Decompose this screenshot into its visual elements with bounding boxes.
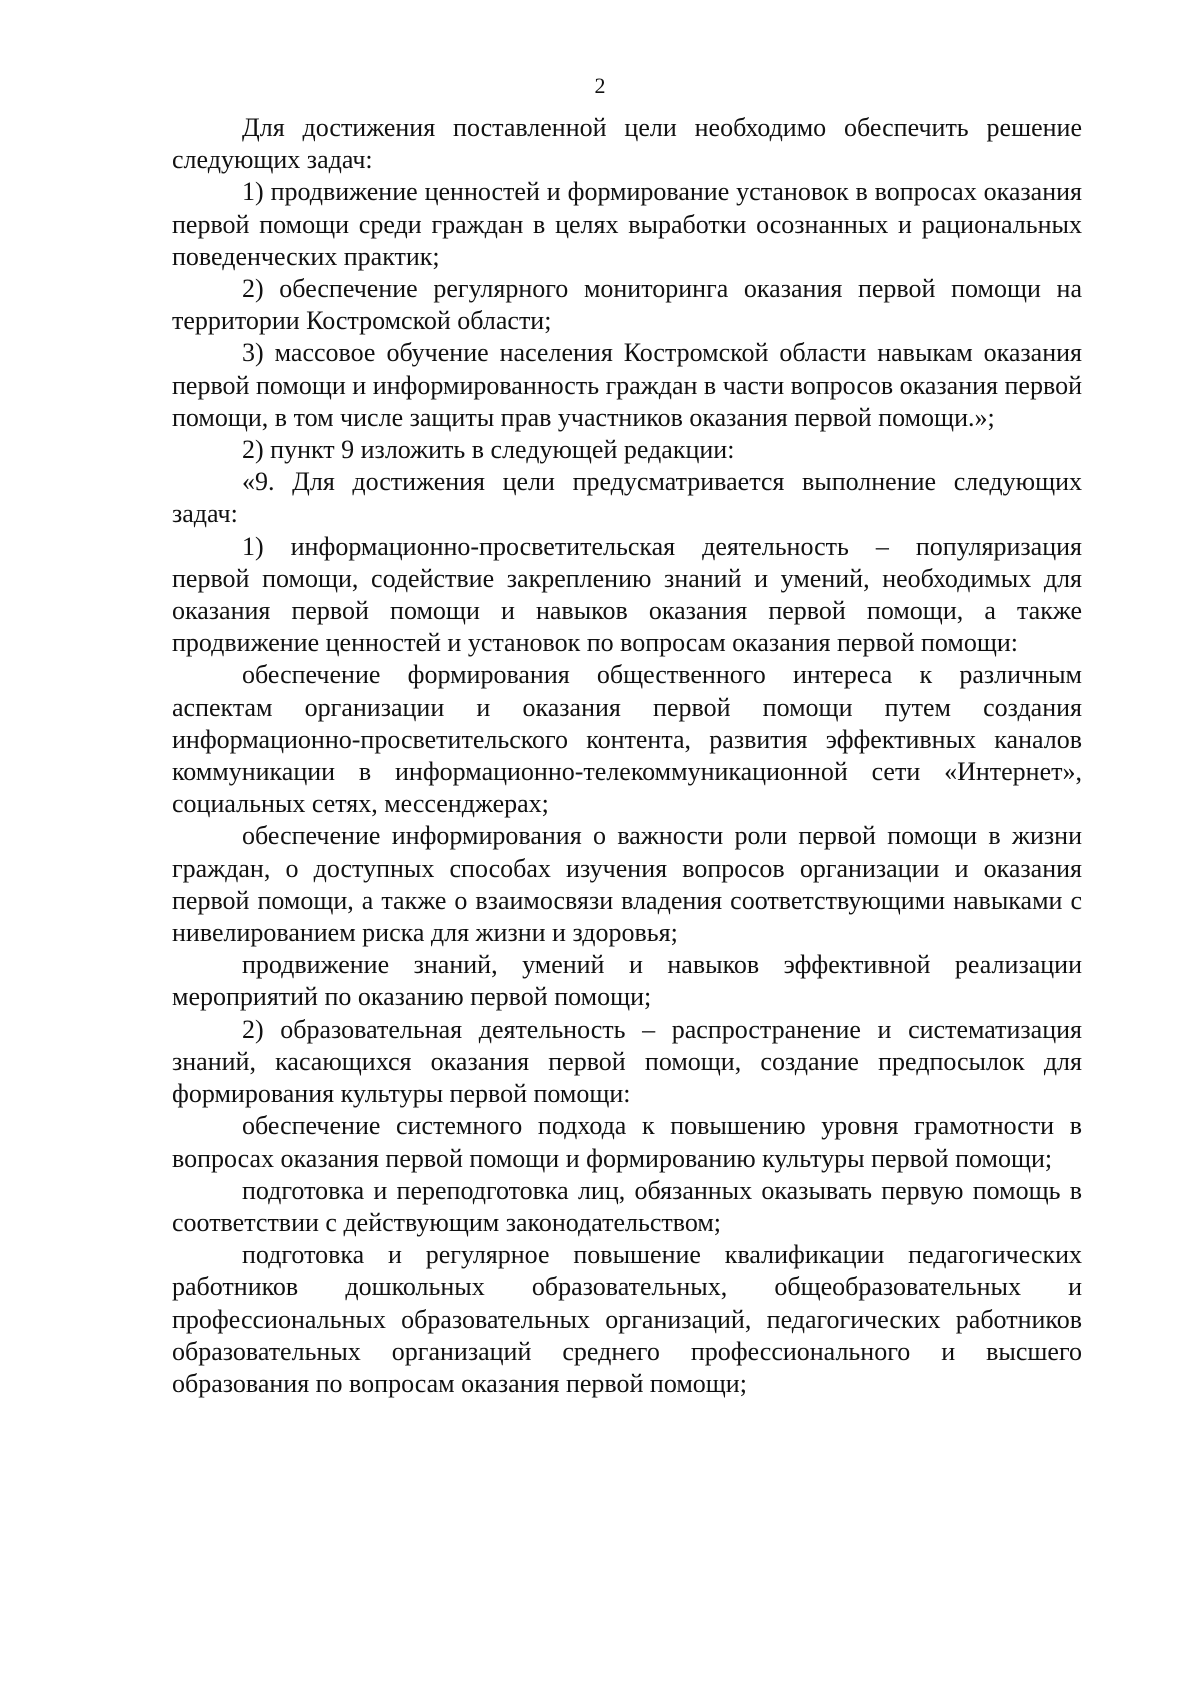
page-number: 2	[594, 73, 606, 98]
paragraph-activity-1-c: продвижение знаний, умений и навыков эффективной реализации мероприятий по оказанию первой помощи;	[172, 950, 1082, 1012]
paragraph-activity-2-b: подготовка и переподготовка лиц, обязанных оказывать первую помощь в соответствии с действующим законодательством;	[172, 1175, 1082, 1237]
paragraph-task-1: 1) продвижение ценностей и формирование установок в вопросах оказания первой помощи среди граждан в целях выработки осознанных и рациональных поведенческих практик;	[172, 177, 1082, 271]
paragraph-activity-2-a: обеспечение системного подхода к повышению уровня грамотности в вопросах оказания первой помощи и формированию культуры первой помощи;	[172, 1111, 1082, 1173]
paragraph-activity-2: 2) образовательная деятельность – распространение и систематизация знаний, касающихся оказания первой помощи, создание предпосылок для формирования культуры первой помощи:	[172, 1014, 1082, 1109]
paragraph-activity-1: 1) информационно-просветительская деятельность – популяризация первой помощи, содействие закреплению знаний и умений, необходимых для оказания первой помощи и навыков оказания первой помощи, а также продвижение ценностей и установок по вопросам оказания первой помощи:	[172, 531, 1082, 658]
paragraph-activity-1-b: обеспечение информирования о важности роли первой помощи в жизни граждан, о доступных способах изучения вопросов организации и оказания первой помощи, а также о взаимосвязи владения соответствующими навыками с нивелированием риска для жизни и здоровья;	[172, 821, 1082, 948]
paragraph-amendment: 2) пункт 9 изложить в следующей редакции:	[242, 435, 735, 465]
paragraph-activity-1-a: обеспечение формирования общественного интереса к различным аспектам организации и оказания первой помощи путем создания информационно-просветительского контента, развития эффективных каналов коммуникации в информационно-телекоммуникационной сети «Интернет», социальных сетях, мессенджерах;	[172, 660, 1082, 819]
paragraph-item-9: «9. Для достижения цели предусматривается выполнение следующих задач:	[172, 467, 1082, 529]
paragraph-intro: Для достижения поставленной цели необходимо обеспечить решение следующих задач:	[172, 113, 1082, 175]
paragraph-task-2: 2) обеспечение регулярного мониторинга оказания первой помощи на территории Костромской области;	[172, 274, 1082, 336]
paragraph-task-3: 3) массовое обучение населения Костромской области навыкам оказания первой помощи и информированность граждан в части вопросов оказания первой помощи, в том числе защиты прав участников оказания первой помощи.»;	[172, 338, 1082, 432]
document-body	[172, 112, 1082, 1400]
paragraph-activity-2-c: подготовка и регулярное повышение квалификации педагогических работников дошкольных образовательных, общеобразовательных и профессиональных образовательных организаций, педагогических работников образовательных организаций среднего профессионального и высшего образования по вопросам оказания первой помощи;	[172, 1240, 1082, 1398]
